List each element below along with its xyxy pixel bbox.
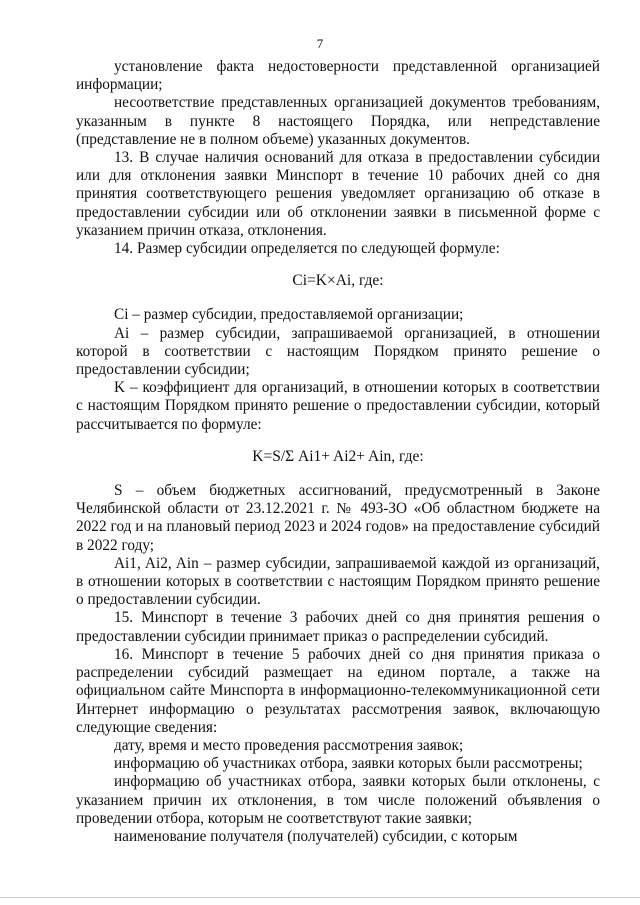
paragraph-item-15: 15. Минспорт в течение 3 рабочих дней со дня принятия решения о предоставлении субсидии принимает приказ о распределении субсидий. — [76, 609, 600, 645]
paragraph-item-16: 16. Минспорт в течение 5 рабочих дней со дня принятия приказа о распределении субсидий размещает на едином портале, а также на официальном сайте Минспорта в информационно-телекоммуникационной сети Интернет информацию о результатах рассмотрения заявок, включающую следующие сведения: — [76, 645, 600, 736]
paragraph-item-14: 14. Размер субсидии определяется по следующей формуле: — [114, 240, 500, 258]
paragraph: Ai – размер субсидии, запрашиваемой организацией, в отношении которой в соответствии с настоящим Порядком принято решение о предоставлении субсидии; — [76, 324, 600, 379]
formula-k: K=S/Σ Ai1+ Ai2+ Ain, где: — [252, 447, 424, 465]
paragraph: S – объем бюджетных ассигнований, предусмотренный в Законе Челябинской области от 23.12.2021 г. № 493-ЗО «Об областном бюджете на 2022 год и на плановый период 2023 и 2024 годов» на предоставление субсидий в 2022 году; — [76, 482, 600, 554]
paragraph: Ai1, Ai2, Ain – размер субсидии, запрашиваемой каждой из организаций, в отношении которых в соответствии с настоящим Порядком принято решение о предоставлении субсидии. — [76, 554, 600, 609]
document-body — [76, 58, 600, 846]
page-bottom-edge — [0, 897, 640, 898]
formula-ci: Ci=K×Ai, где: — [292, 272, 384, 290]
paragraph: несоответствие представленных организацией документов требованиям, указанным в пункте 8 настоящего Порядка, или непредставление (представление не в полном объеме) указанных документов. — [76, 94, 600, 148]
paragraph: информацию об участниках отбора, заявки которых были отклонены, с указанием причин их отклонения, в том числе положений объявления о проведении отбора, которым не соответствуют такие заявки; — [76, 773, 600, 827]
page-number: 7 — [316, 36, 324, 51]
paragraph: наименование получателя (получателей) субсидии, с которым — [114, 827, 518, 845]
paragraph: информацию об участниках отбора, заявки которых были рассмотрены; — [114, 755, 583, 773]
paragraph: установление факта недостоверности представленной организацией информации; — [76, 58, 600, 94]
paragraph: дату, время и место проведения рассмотрения заявок; — [114, 736, 464, 754]
paragraph-item-13: 13. В случае наличия оснований для отказа в предоставлении субсидии или для отклонения заявки Минспорт в течение 10 рабочих дней со дня принятия соответствующего решения уведомляет организацию об отказе в предоставлении субсидии или об отклонении заявки в письменной форме с указанием причин отказа, отклонения. — [76, 149, 600, 239]
paragraph: K – коэффициент для организаций, в отношении которых в соответствии с настоящим Порядком принято решение о предоставлении субсидии, который рассчитывается по формуле: — [76, 379, 600, 433]
paragraph: Ci – размер субсидии, предоставляемой организации; — [114, 306, 464, 324]
